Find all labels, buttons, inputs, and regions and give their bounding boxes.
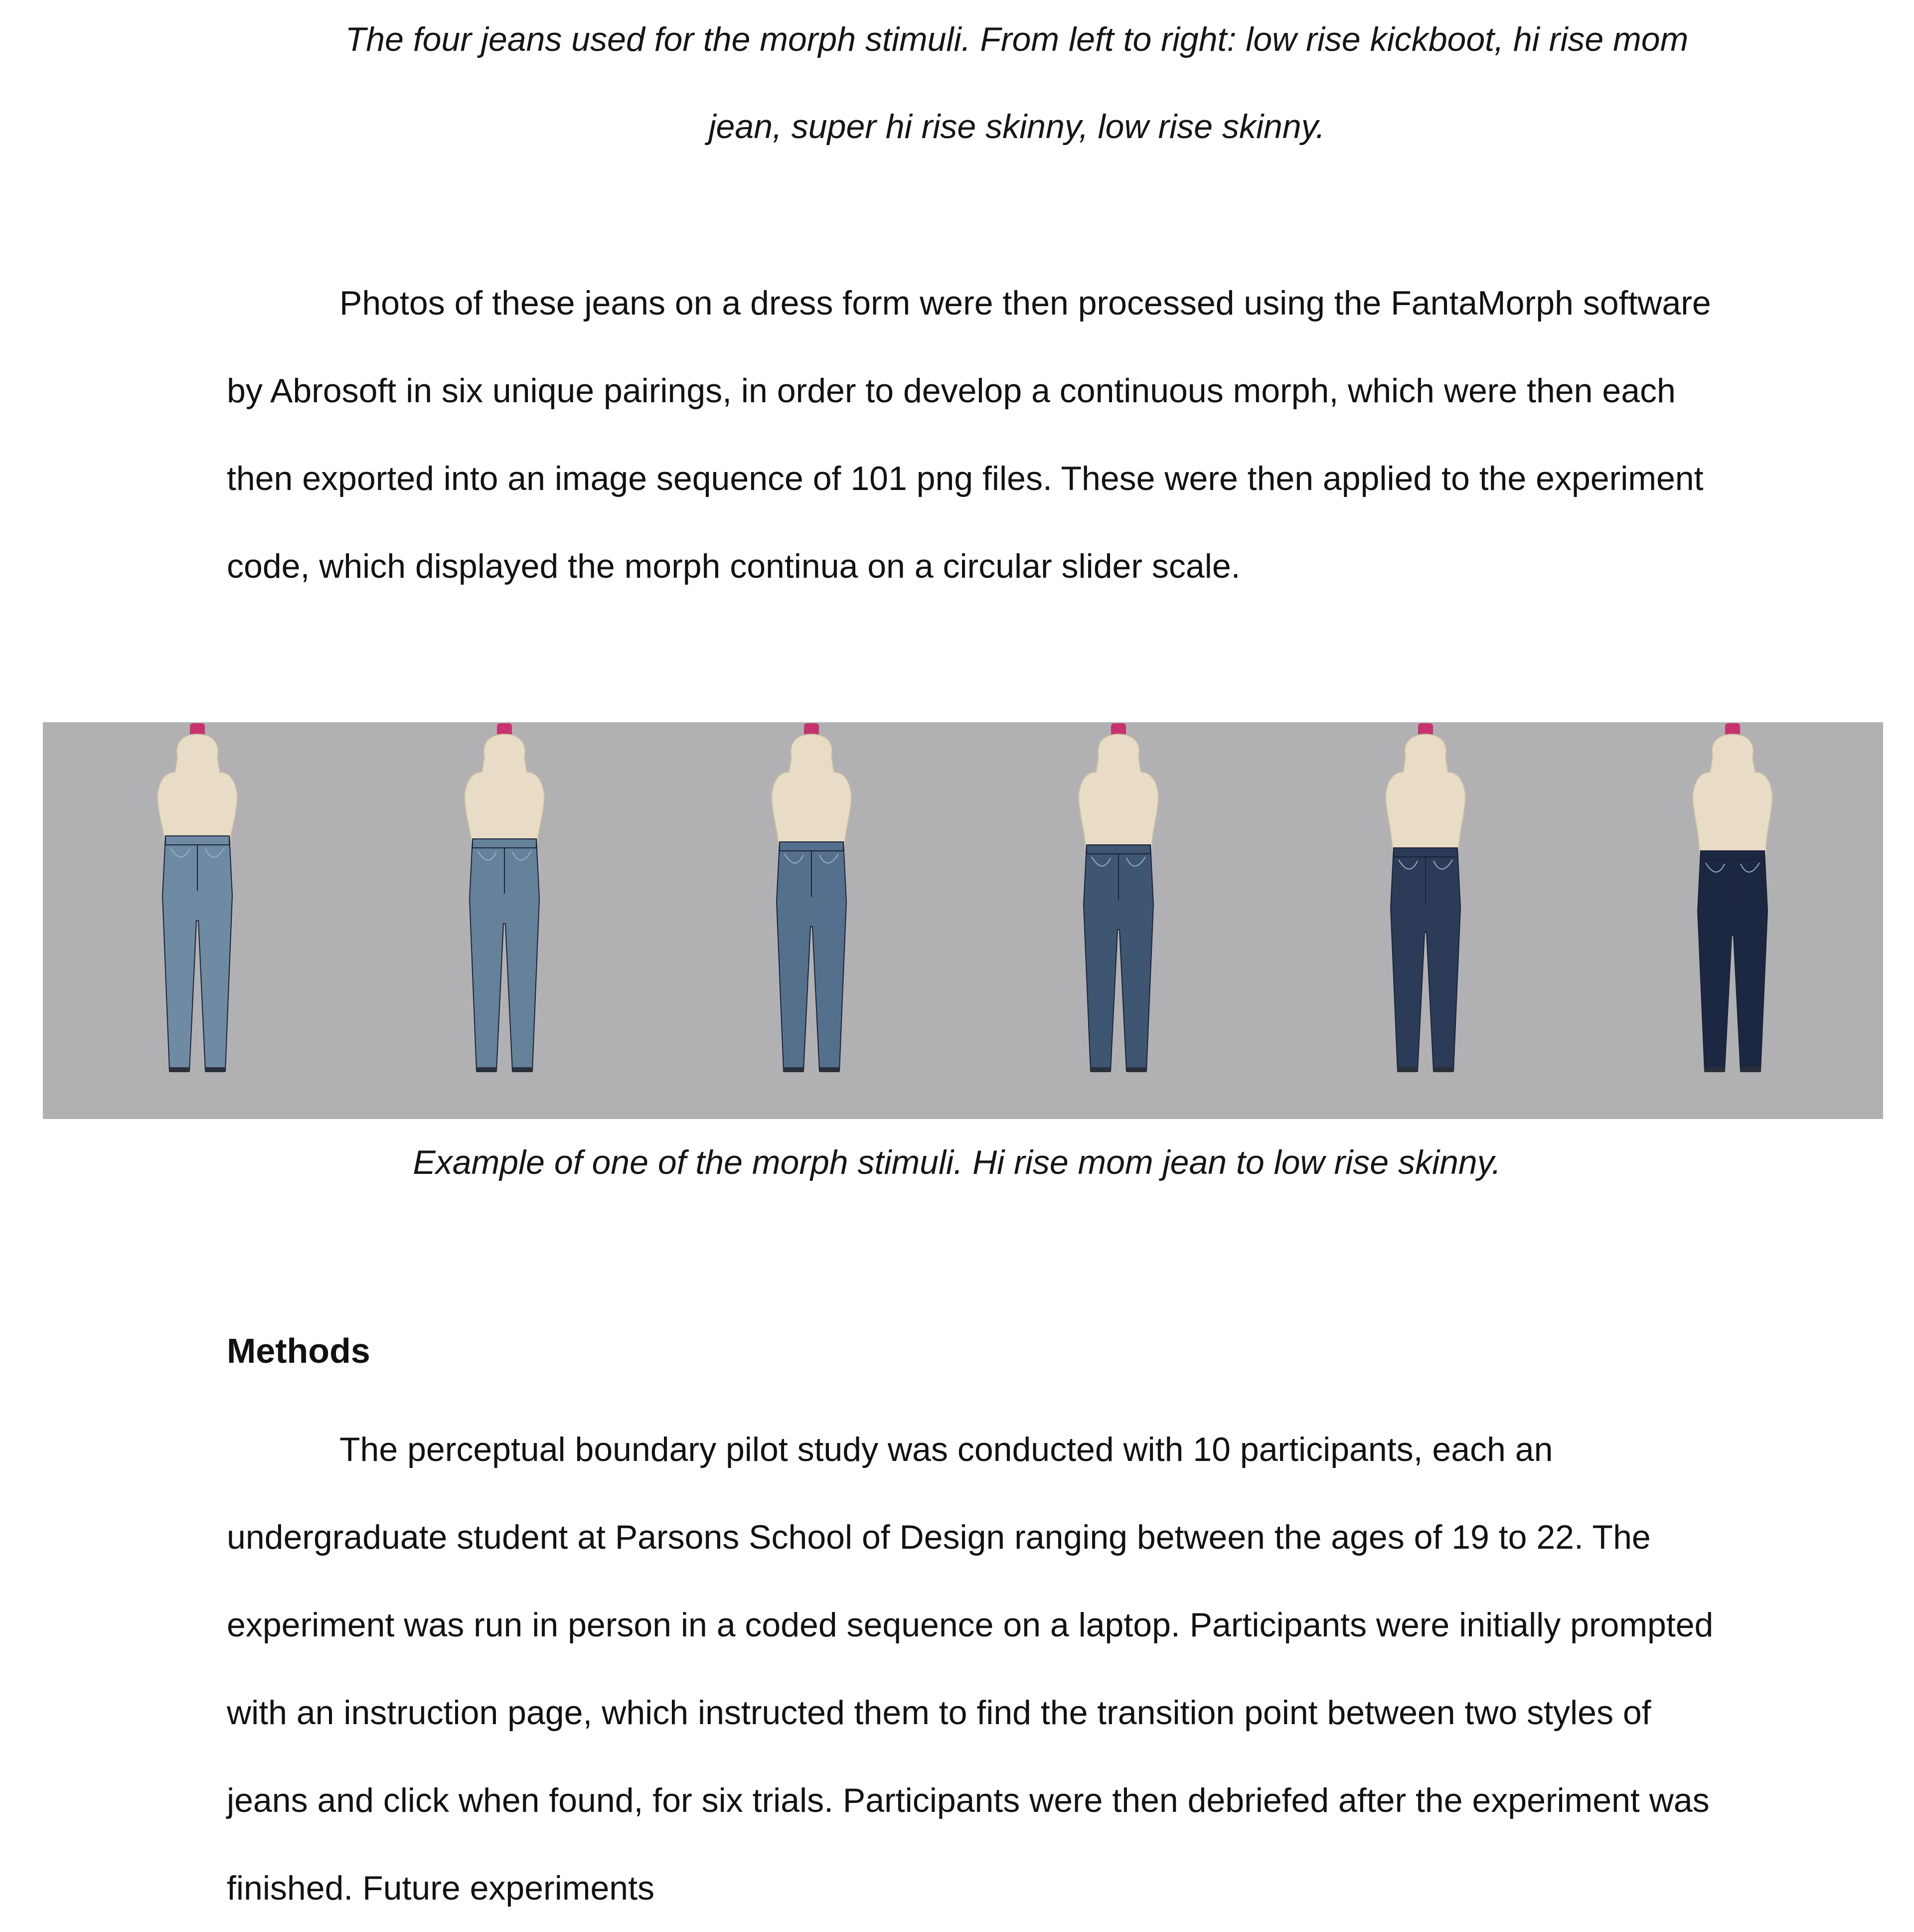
jeans-hem-left [169, 1067, 189, 1072]
jeans-waistband [1087, 845, 1150, 854]
morph-frame-5 [1351, 722, 1500, 1119]
morph-frame-4 [1044, 722, 1193, 1119]
paragraph-methods-text: The perceptual boundary pilot study was conducted with 10 participants, each an undergraduate student at Parsons School of Design ranging between the ages of 19 to 22. The experiment was run in person in a coded sequence on a laptop. Participants were initially prompted with an instruction page, which instructed them to find the transition point between two styles of jeans and click when found, for six trials. Participants were then debriefed after the experiment was finished. Future experiments [227, 1431, 1714, 1907]
jeans-hem-right [1434, 1067, 1453, 1072]
jeans-hem-right [1126, 1067, 1146, 1072]
jeans-hem-left [1091, 1067, 1111, 1072]
jeans-hem-left [1705, 1067, 1725, 1072]
jeans-hem-right [512, 1067, 532, 1072]
morph-frame-6 [1658, 722, 1807, 1119]
dress-form-torso [1693, 734, 1772, 855]
morph-frame-2 [430, 722, 579, 1119]
jeans-waistband [780, 842, 843, 851]
paragraph-morph-processing [227, 259, 1717, 610]
methods-heading: Methods [227, 1331, 370, 1370]
jeans-hem-left [784, 1067, 803, 1072]
morph-frame-3 [737, 722, 886, 1119]
jeans-waistband [1394, 848, 1457, 857]
jeans-waistband [1701, 851, 1764, 860]
jeans-hem-left [477, 1067, 496, 1072]
figure-caption-bottom: Example of one of the morph stimuli. Hi rise mom jean to low rise skinny. [413, 1143, 1501, 1181]
jeans-hem-right [1741, 1067, 1760, 1072]
dress-form-torso [772, 734, 851, 846]
jeans-waistband [473, 839, 536, 848]
jeans-hem-right [205, 1067, 225, 1072]
dress-form-torso [465, 734, 544, 843]
morph-stimuli-figure [43, 722, 1883, 1119]
figure-caption-top: The four jeans used for the morph stimuli. From left to right: low rise kickboot, hi rise mom jean, super hi rise skinny, low rise skinny. [345, 20, 1689, 146]
paragraph-morph-processing-text: Photos of these jeans on a dress form were then processed using the FantaMorph software by Abrosoft in six unique pairings, in order to develop a continuous morph, which were then each then exported into an image sequence of 101 png files. These were then applied to the experiment code, which displayed the morph continua on a circular slider scale. [227, 284, 1711, 585]
paragraph-methods [227, 1406, 1717, 1932]
jeans-hem-right [819, 1067, 839, 1072]
dress-form-torso [1386, 734, 1465, 852]
jeans-waistband [165, 836, 229, 845]
jeans-hem-left [1398, 1067, 1418, 1072]
morph-frame-1 [123, 722, 272, 1119]
dress-form-torso [1079, 734, 1158, 849]
dress-form-torso [158, 734, 237, 840]
